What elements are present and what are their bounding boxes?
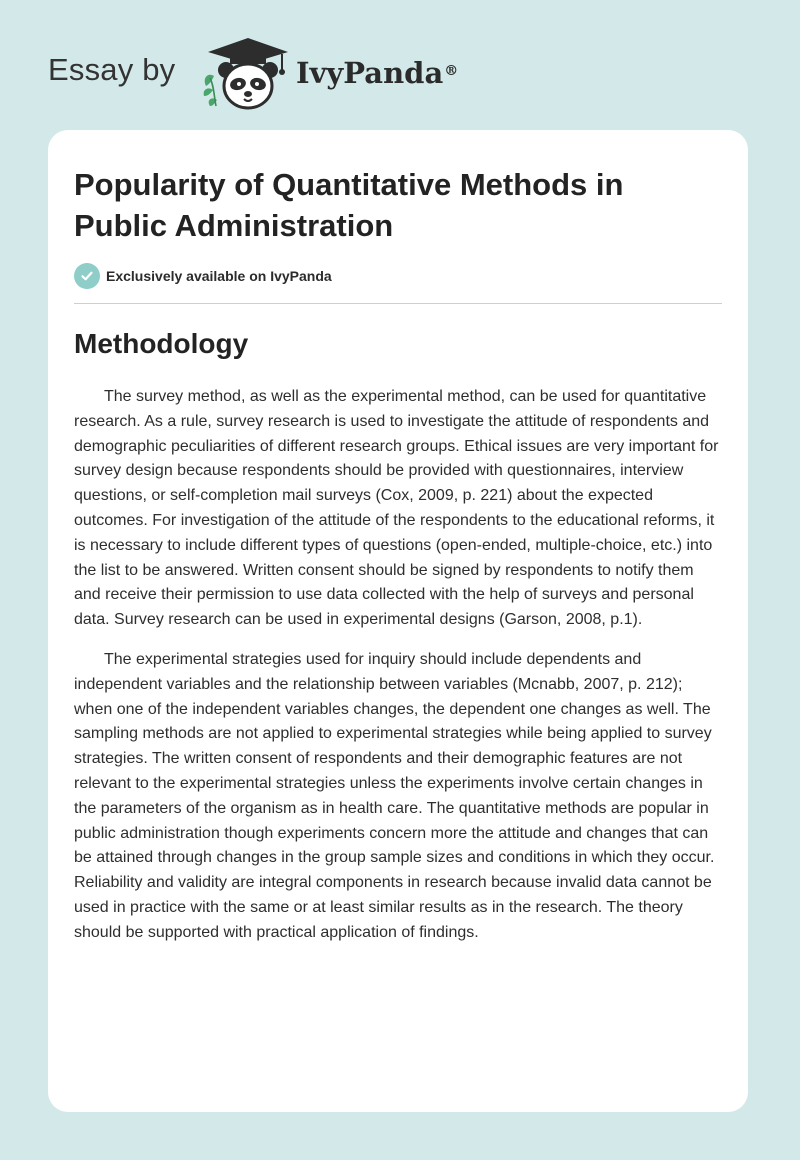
essay-paragraph: The experimental strategies used for inquiry should include dependents and independent variables and the relationship between variables (Mcnabb, 2007, p. 212); when one of the independent variables changes, the dependent one changes as well. The sampling methods are not applied to experimental strategies while being applied to survey strategies. The written consent of respondents and their demographic features are not relevant to the experimental strategies unless the experiments involve certain changes in the parameters of the organism as in health care. The quantitative methods are popular in public administration though experiments concern more the attitude and changes that can be attained through changes in the group sample sizes and conditions in which they occur. Reliability and validity are integral components in research because invalid data cannot be used in practice with the same or at least similar results as in the research. The theory should be supported with practical application of findings. bbox=[74, 650, 715, 941]
essay-body bbox=[74, 385, 724, 961]
check-circle-icon bbox=[74, 263, 100, 289]
registered-mark: ® bbox=[444, 63, 459, 79]
panda-graduate-logo-icon[interactable] bbox=[200, 34, 296, 112]
essay-card bbox=[48, 130, 748, 1112]
essay-title: Popularity of Quantitative Methods in Public Administration bbox=[74, 167, 624, 243]
brand-name-text: IvyPanda bbox=[296, 56, 444, 90]
essay-paragraph: The survey method, as well as the experimental method, can be used for quantitative research. As a rule, survey research is used to investigate the attitude of respondents and demographic peculiarities of different research groups. Ethical issues are very important for survey design because respondents should be provided with questionnaires, interview questions, or self-completion mail surveys (Cox, 2009, p. 221) about the expected outcomes. For investigation of the attitude of the respondents to the educational reforms, it is necessary to include different types of questions (open-ended, multiple-choice, etc.) into the list to be answered. Written consent should be signed by respondents to notify them and receive their permission to use data collected with the help of surveys and personal data. Survey research can be used in experimental designs (Garson, 2008, p.1). bbox=[74, 388, 719, 629]
availability-badge bbox=[74, 263, 332, 289]
brand-prefix: Essay by bbox=[48, 52, 176, 87]
divider bbox=[74, 303, 722, 304]
brand-name[interactable] bbox=[296, 54, 458, 92]
brand-header bbox=[0, 0, 800, 130]
section-heading: Methodology bbox=[74, 328, 249, 359]
availability-text: Exclusively available on IvyPanda bbox=[106, 268, 332, 284]
